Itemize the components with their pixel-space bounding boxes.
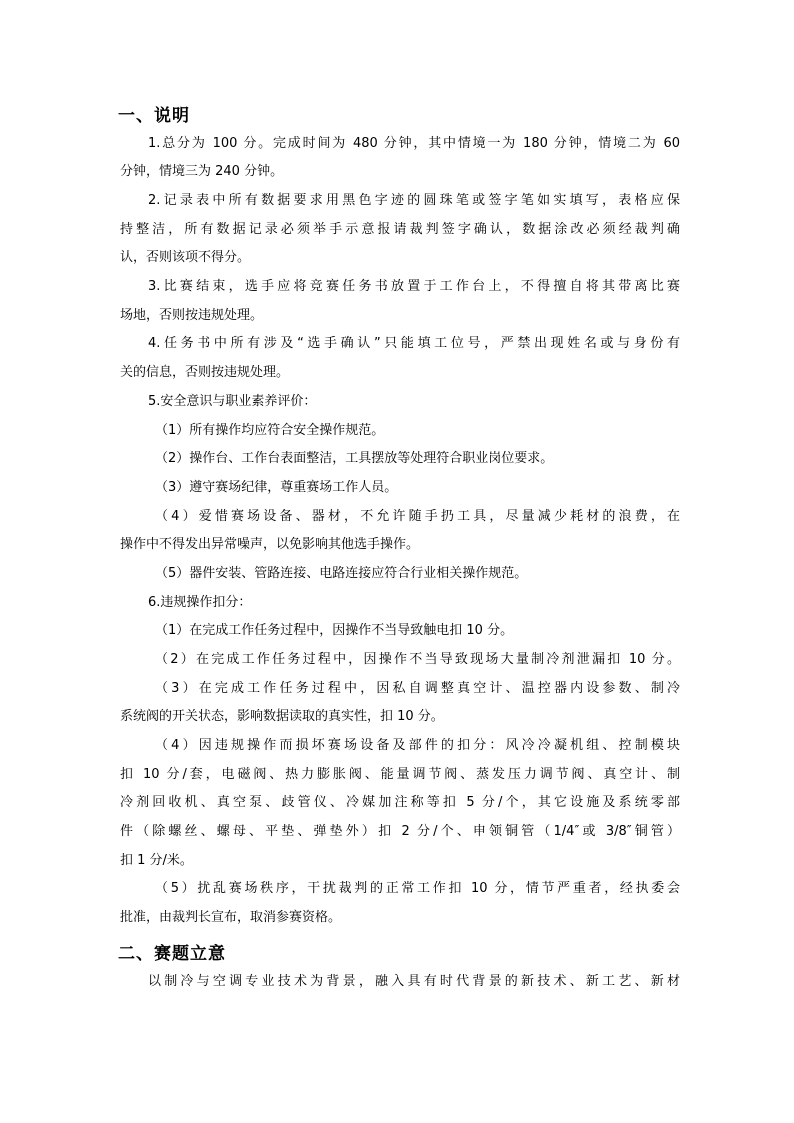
rule-5-item-2: （2）操作台、工作台表面整洁，工具摆放等处理符合职业岗位要求。 [155, 451, 554, 466]
rule-4-line-1: 4.任务书中所有涉及“选手确认”只能填工位号，严禁出现姓名或与身份有 [148, 336, 680, 351]
rule-5-title: 5.安全意识与职业素养评价： [148, 394, 317, 409]
rule-6-item-1: （1）在完成工作任务过程中，因操作不当导致触电扣 10 分。 [155, 623, 514, 638]
rule-6-item-4-line-5: 扣 1 分/米。 [120, 853, 193, 868]
rule-6-item-2: （2）在完成工作任务过程中，因操作不当导致现场大量制冷剂泄漏扣 10 分。 [155, 652, 680, 667]
rule-5-item-1: （1）所有操作均应符合安全操作规范。 [155, 423, 385, 438]
rule-6-item-4-line-3: 冷剂回收机、真空泵、歧管仪、冷媒加注称等扣 5 分/个，其它设施及系统零部 [120, 795, 680, 810]
rule-2-line-1: 2.记录表中所有数据要求用黑色字迹的圆珠笔或签字笔如实填写，表格应保 [148, 193, 680, 208]
rule-5-item-5: （5）器件安装、管路连接、电路连接应符合行业相关操作规范。 [155, 566, 528, 581]
rule-2-line-3: 认，否则该项不得分。 [120, 250, 251, 265]
rule-6-title: 6.违规操作扣分： [148, 595, 252, 610]
rule-6-item-5-line-2: 批准，由裁判长宣布，取消参赛资格。 [120, 910, 342, 925]
rule-6-item-4-line-2: 扣 10 分/套，电磁阀、热力膨胀阀、能量调节阀、蒸发压力调节阀、真空计、制 [120, 767, 680, 782]
rule-5-item-3: （3）遵守赛场纪律，尊重赛场工作人员。 [155, 480, 398, 495]
rule-1-line-2: 分钟，情境三为 240 分钟。 [120, 164, 284, 179]
section-title-intent: 二、赛题立意 [118, 944, 226, 964]
rule-5-item-4-line-2: 操作中不得发出异常噪声，以免影响其他选手操作。 [120, 537, 420, 552]
rule-6-item-4-line-4: 件（除螺丝、螺母、平垫、弹垫外）扣 2 分/个、申领铜管（1/4″或 3/8″铜管） [120, 824, 680, 839]
rule-1-line-1: 1.总分为 100 分。完成时间为 480 分钟，其中情境一为 180 分钟，情境二为 60 [148, 136, 680, 151]
intent-paragraph-line-1: 以制冷与空调专业技术为背景，融入具有时代背景的新技术、新工艺、新材 [148, 974, 680, 989]
rule-2-line-2: 持整洁，所有数据记录必须举手示意报请裁判签字确认，数据涂改必须经裁判确 [120, 222, 680, 237]
rule-3-line-2: 场地，否则按违规处理。 [120, 308, 264, 323]
rule-6-item-3-line-1: （3）在完成工作任务过程中，因私自调整真空计、温控器内设参数、制冷 [155, 681, 680, 696]
rule-6-item-4-line-1: （4）因违规操作而损坏赛场设备及部件的扣分：风冷冷凝机组、控制模块 [155, 738, 680, 753]
rule-4-line-2: 关的信息，否则按违规处理。 [120, 365, 290, 380]
section-title-explanation: 一、说明 [118, 106, 190, 126]
rule-5-item-4-line-1: （4）爱惜赛场设备、器材，不允许随手扔工具，尽量减少耗材的浪费，在 [155, 509, 680, 524]
rule-6-item-5-line-1: （5）扰乱赛场秩序，干扰裁判的正常工作扣 10 分，情节严重者，经执委会 [155, 881, 680, 896]
rule-3-line-1: 3.比赛结束，选手应将竞赛任务书放置于工作台上，不得擅自将其带离比赛 [148, 279, 680, 294]
rule-6-item-3-line-2: 系统阀的开关状态，影响数据读取的真实性，扣 10 分。 [120, 709, 444, 724]
